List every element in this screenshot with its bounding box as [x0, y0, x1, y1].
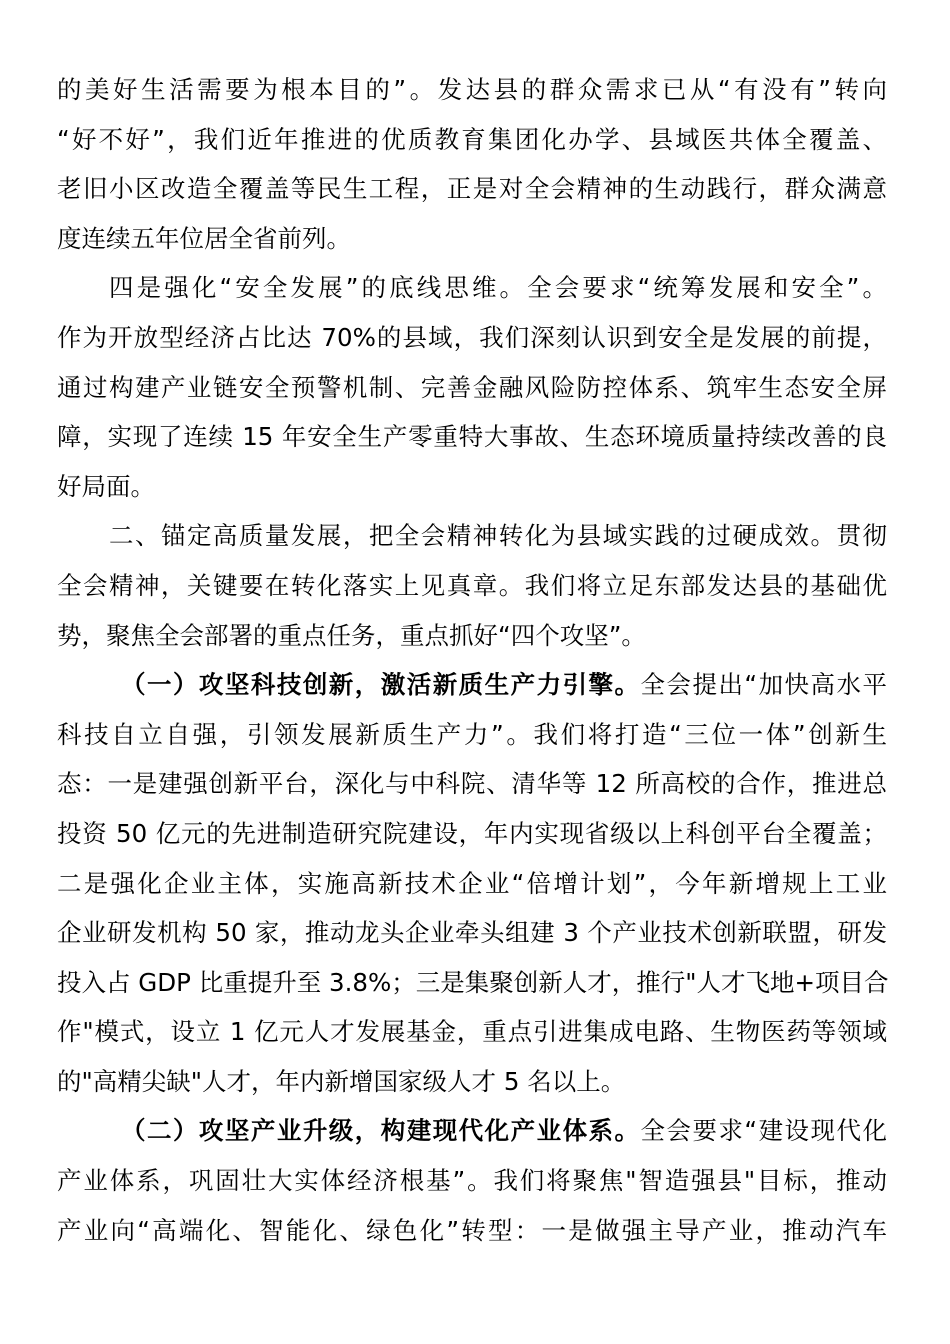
text-line: 产业体系，巩固壮大实体经济根基”。我们将聚焦"智造强县"目标，推动: [57, 1166, 887, 1196]
paragraph-sub-one-tech-innovation: [57, 665, 887, 1111]
paragraph-intro-continuation: [57, 70, 887, 268]
text-line: 好局面。: [57, 471, 155, 501]
text-line: 势，聚焦全会部署的重点任务，重点抓好“四个攻坚”。: [57, 620, 646, 650]
text-line: 全会精神，关键要在转化落实上见真章。我们将立足东部发达县的基础优: [57, 570, 887, 600]
text-line: 投入占 GDP 比重提升至 3.8%；三是集聚创新人才，推行"人才飞地+项目合: [57, 967, 889, 997]
text-line: 的"高精尖缺"人才，年内新增国家级人才 5 名以上。: [57, 1066, 626, 1096]
text-line: 度连续五年位居全省前列。: [57, 223, 351, 253]
text-line: 通过构建产业链安全预警机制、完善金融风险防控体系、筑牢生态安全屏: [57, 372, 887, 402]
paragraph-section-two: [57, 516, 887, 665]
text-line: 障，实现了连续 15 年安全生产零重特大事故、生态环境质量持续改善的良: [57, 422, 887, 452]
text-line: 企业研发机构 50 家，推动龙头企业牵头组建 3 个产业技术创新联盟，研发: [57, 918, 887, 948]
text-line: 投资 50 亿元的先进制造研究院建设，年内实现省级以上科创平台全覆盖；: [57, 818, 887, 848]
subheading-rest: 全会要求“建设现代化: [640, 1116, 887, 1146]
text-line: 作"模式，设立 1 亿元人才发展基金，重点引进集成电路、生物医药等领域: [57, 1017, 887, 1047]
document-page: [57, 70, 887, 1260]
subheading-line: [57, 665, 887, 715]
text-line: 产业向“高端化、智能化、绿色化”转型：一是做强主导产业，推动汽车: [57, 1215, 887, 1245]
subheading-bold: （二）攻坚产业升级，构建现代化产业体系。: [121, 1116, 641, 1146]
text-line: 四是强化“安全发展”的底线思维。全会要求“统筹发展和安全”。: [109, 273, 887, 303]
text-line: 老旧小区改造全覆盖等民生工程，正是对全会精神的生动践行，群众满意: [57, 174, 887, 204]
text-line: 的美好生活需要为根本目的”。发达县的群众需求已从“有没有”转向: [57, 75, 887, 104]
text-line: 科技自立自强，引领发展新质生产力”。我们将打造“三位一体”创新生: [57, 719, 887, 749]
subheading-bold: （一）攻坚科技创新，激活新质生产力引擎。: [121, 670, 641, 700]
subheading-line: [57, 1111, 887, 1161]
text-line: 二是强化企业主体，实施高新技术企业“倍增计划”，今年新增规上工业: [57, 868, 887, 898]
subheading-rest: 全会提出“加快高水平: [640, 670, 887, 700]
section-heading-line: 二、锚定高质量发展，把全会精神转化为县域实践的过硬成效。贯彻: [109, 521, 887, 551]
paragraph-sub-two-industry-upgrade: [57, 1111, 887, 1260]
paragraph-security-development: [57, 268, 887, 516]
text-line: 作为开放型经济占比达 70%的县域，我们深刻认识到安全是发展的前提，: [57, 322, 887, 352]
text-line: 态：一是建强创新平台，深化与中科院、清华等 12 所高校的合作，推进总: [57, 769, 887, 799]
text-line: “好不好”，我们近年推进的优质教育集团化办学、县域医共体全覆盖、: [57, 124, 887, 154]
